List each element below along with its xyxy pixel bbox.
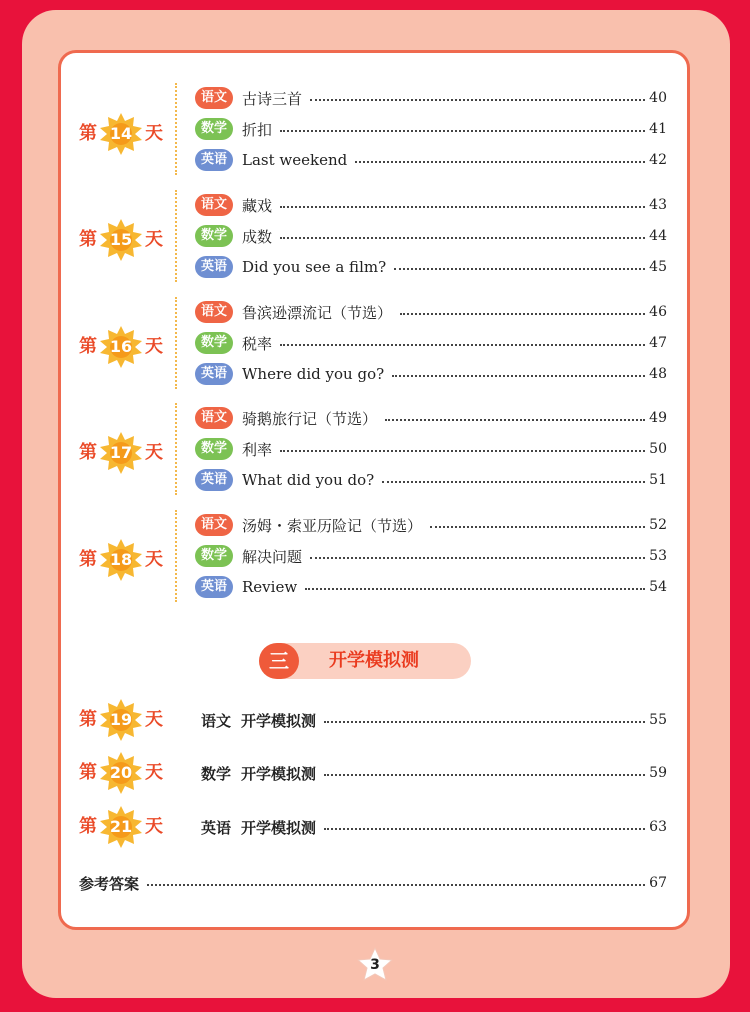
toc-entry[interactable] xyxy=(195,360,667,388)
entry-subject: 数学 xyxy=(201,764,232,783)
section-title: 开学模拟测 xyxy=(329,650,419,671)
day-suffix: 天 xyxy=(145,123,163,144)
day-suffix: 天 xyxy=(145,709,163,730)
entry-page: 41 xyxy=(649,121,667,137)
leader-dots xyxy=(324,774,645,776)
entry-title: 折扣 xyxy=(242,120,273,139)
subject-badge-chinese: 语文 xyxy=(195,407,233,429)
day-label-18 xyxy=(79,544,165,576)
day-label-19 xyxy=(79,704,165,736)
entry-title: 开学模拟测 xyxy=(241,818,317,837)
toc-entry[interactable] xyxy=(195,253,667,281)
star-icon xyxy=(99,325,143,369)
entry-page: 67 xyxy=(649,875,667,891)
toc-entry[interactable] xyxy=(201,813,667,841)
day-number: 14 xyxy=(109,124,133,143)
divider xyxy=(175,297,177,389)
star-icon xyxy=(99,218,143,262)
entry-title: 藏戏 xyxy=(242,196,273,215)
entry-title: 汤姆・索亚历险记（节选） xyxy=(242,516,423,535)
entry-page: 55 xyxy=(649,712,667,728)
day-suffix: 天 xyxy=(145,816,163,837)
entry-page: 46 xyxy=(649,304,667,320)
entry-title: 古诗三首 xyxy=(242,89,303,108)
day-prefix: 第 xyxy=(79,709,97,730)
day-suffix: 天 xyxy=(145,762,163,783)
toc-entry[interactable] xyxy=(201,759,667,787)
toc-entry[interactable] xyxy=(195,298,667,326)
subject-badge-english: 英语 xyxy=(195,363,233,385)
day-suffix: 天 xyxy=(145,229,163,250)
toc-entry[interactable] xyxy=(195,511,667,539)
toc-entry[interactable] xyxy=(195,191,667,219)
day-suffix: 天 xyxy=(145,549,163,570)
day-suffix: 天 xyxy=(145,442,163,463)
entry-title: Last weekend xyxy=(242,151,348,169)
toc-entry[interactable] xyxy=(195,84,667,112)
entry-title: 利率 xyxy=(242,440,273,459)
star-icon xyxy=(99,112,143,156)
leader-dots xyxy=(355,161,645,163)
star-icon xyxy=(99,698,143,742)
leader-dots xyxy=(392,375,645,377)
day-label-21 xyxy=(79,811,165,843)
day-number: 21 xyxy=(109,817,133,836)
day-label-14 xyxy=(79,118,165,150)
toc-entry[interactable] xyxy=(195,146,667,174)
day-number: 15 xyxy=(109,230,133,249)
subject-badge-math: 数学 xyxy=(195,545,233,567)
toc-entry[interactable] xyxy=(195,542,667,570)
day-prefix: 第 xyxy=(79,762,97,783)
leader-dots xyxy=(280,206,645,208)
entry-page: 52 xyxy=(649,517,667,533)
day-number: 20 xyxy=(109,763,133,782)
subject-badge-english: 英语 xyxy=(195,576,233,598)
entry-title: 骑鹅旅行记（节选） xyxy=(242,409,378,428)
day-label-15 xyxy=(79,224,165,256)
leader-dots xyxy=(280,130,645,132)
entry-subject: 英语 xyxy=(201,818,232,837)
entry-title: 开学模拟测 xyxy=(241,711,317,730)
day-prefix: 第 xyxy=(79,816,97,837)
entry-page: 54 xyxy=(649,579,667,595)
subject-badge-chinese: 语文 xyxy=(195,514,233,536)
leader-dots xyxy=(382,481,645,483)
subject-badge-chinese: 语文 xyxy=(195,301,233,323)
leader-dots xyxy=(400,313,645,315)
day-number: 19 xyxy=(109,710,133,729)
entry-page: 59 xyxy=(649,765,667,781)
day-label-16 xyxy=(79,331,165,363)
toc-entry-answers[interactable] xyxy=(79,869,667,897)
entry-page: 51 xyxy=(649,472,667,488)
entry-page: 43 xyxy=(649,197,667,213)
leader-dots xyxy=(305,588,645,590)
toc-entry[interactable] xyxy=(195,329,667,357)
subject-badge-math: 数学 xyxy=(195,438,233,460)
leader-dots xyxy=(394,268,645,270)
entry-title: Where did you go? xyxy=(242,365,385,383)
entry-page: 47 xyxy=(649,335,667,351)
toc-entry[interactable] xyxy=(195,222,667,250)
day-suffix: 天 xyxy=(145,336,163,357)
leader-dots xyxy=(280,450,645,452)
entry-title: 成数 xyxy=(242,227,273,246)
day-prefix: 第 xyxy=(79,442,97,463)
leader-dots xyxy=(430,526,645,528)
entry-title: 解决问题 xyxy=(242,547,303,566)
entry-title: 开学模拟测 xyxy=(241,764,317,783)
entry-page: 44 xyxy=(649,228,667,244)
leader-dots xyxy=(147,884,645,886)
entry-title: Review xyxy=(242,578,298,596)
entry-page: 63 xyxy=(649,819,667,835)
toc-entry[interactable] xyxy=(195,466,667,494)
day-number: 17 xyxy=(109,443,133,462)
subject-badge-chinese: 语文 xyxy=(195,194,233,216)
toc-entry[interactable] xyxy=(195,115,667,143)
leader-dots xyxy=(324,721,645,723)
leader-dots xyxy=(310,99,645,101)
entry-page: 45 xyxy=(649,259,667,275)
day-label-17 xyxy=(79,437,165,469)
entry-page: 50 xyxy=(649,441,667,457)
entry-title: 参考答案 xyxy=(79,874,140,893)
star-icon xyxy=(99,431,143,475)
star-icon xyxy=(99,538,143,582)
toc-entry[interactable] xyxy=(195,404,667,432)
star-icon xyxy=(99,805,143,849)
toc-entry[interactable] xyxy=(195,435,667,463)
entry-page: 42 xyxy=(649,152,667,168)
entry-title: 鲁滨逊漂流记（节选） xyxy=(242,303,393,322)
toc-card xyxy=(58,50,690,930)
day-label-20 xyxy=(79,757,165,789)
entry-title: Did you see a film? xyxy=(242,258,387,276)
day-prefix: 第 xyxy=(79,123,97,144)
day-prefix: 第 xyxy=(79,549,97,570)
leader-dots xyxy=(385,419,645,421)
leader-dots xyxy=(310,557,645,559)
leader-dots xyxy=(280,344,645,346)
subject-badge-math: 数学 xyxy=(195,118,233,140)
star-icon xyxy=(99,751,143,795)
entry-page: 49 xyxy=(649,410,667,426)
subject-badge-chinese: 语文 xyxy=(195,87,233,109)
day-prefix: 第 xyxy=(79,229,97,250)
entry-page: 53 xyxy=(649,548,667,564)
section-index: 三 xyxy=(259,643,299,679)
entry-title: What did you do? xyxy=(242,471,375,489)
day-prefix: 第 xyxy=(79,336,97,357)
entry-subject: 语文 xyxy=(201,711,232,730)
subject-badge-math: 数学 xyxy=(195,332,233,354)
subject-badge-math: 数学 xyxy=(195,225,233,247)
entry-page: 48 xyxy=(649,366,667,382)
divider xyxy=(175,83,177,175)
entry-title: 税率 xyxy=(242,334,273,353)
page-number-text: 3 xyxy=(370,957,380,973)
subject-badge-english: 英语 xyxy=(195,469,233,491)
leader-dots xyxy=(324,828,645,830)
toc-entry[interactable] xyxy=(201,706,667,734)
divider xyxy=(175,510,177,602)
divider xyxy=(175,403,177,495)
section-header xyxy=(259,643,471,679)
toc-entry[interactable] xyxy=(195,573,667,601)
subject-badge-english: 英语 xyxy=(195,149,233,171)
subject-badge-english: 英语 xyxy=(195,256,233,278)
entry-page: 40 xyxy=(649,90,667,106)
leader-dots xyxy=(280,237,645,239)
day-number: 16 xyxy=(109,337,133,356)
divider xyxy=(175,190,177,282)
page-number xyxy=(355,945,395,985)
day-number: 18 xyxy=(109,550,133,569)
